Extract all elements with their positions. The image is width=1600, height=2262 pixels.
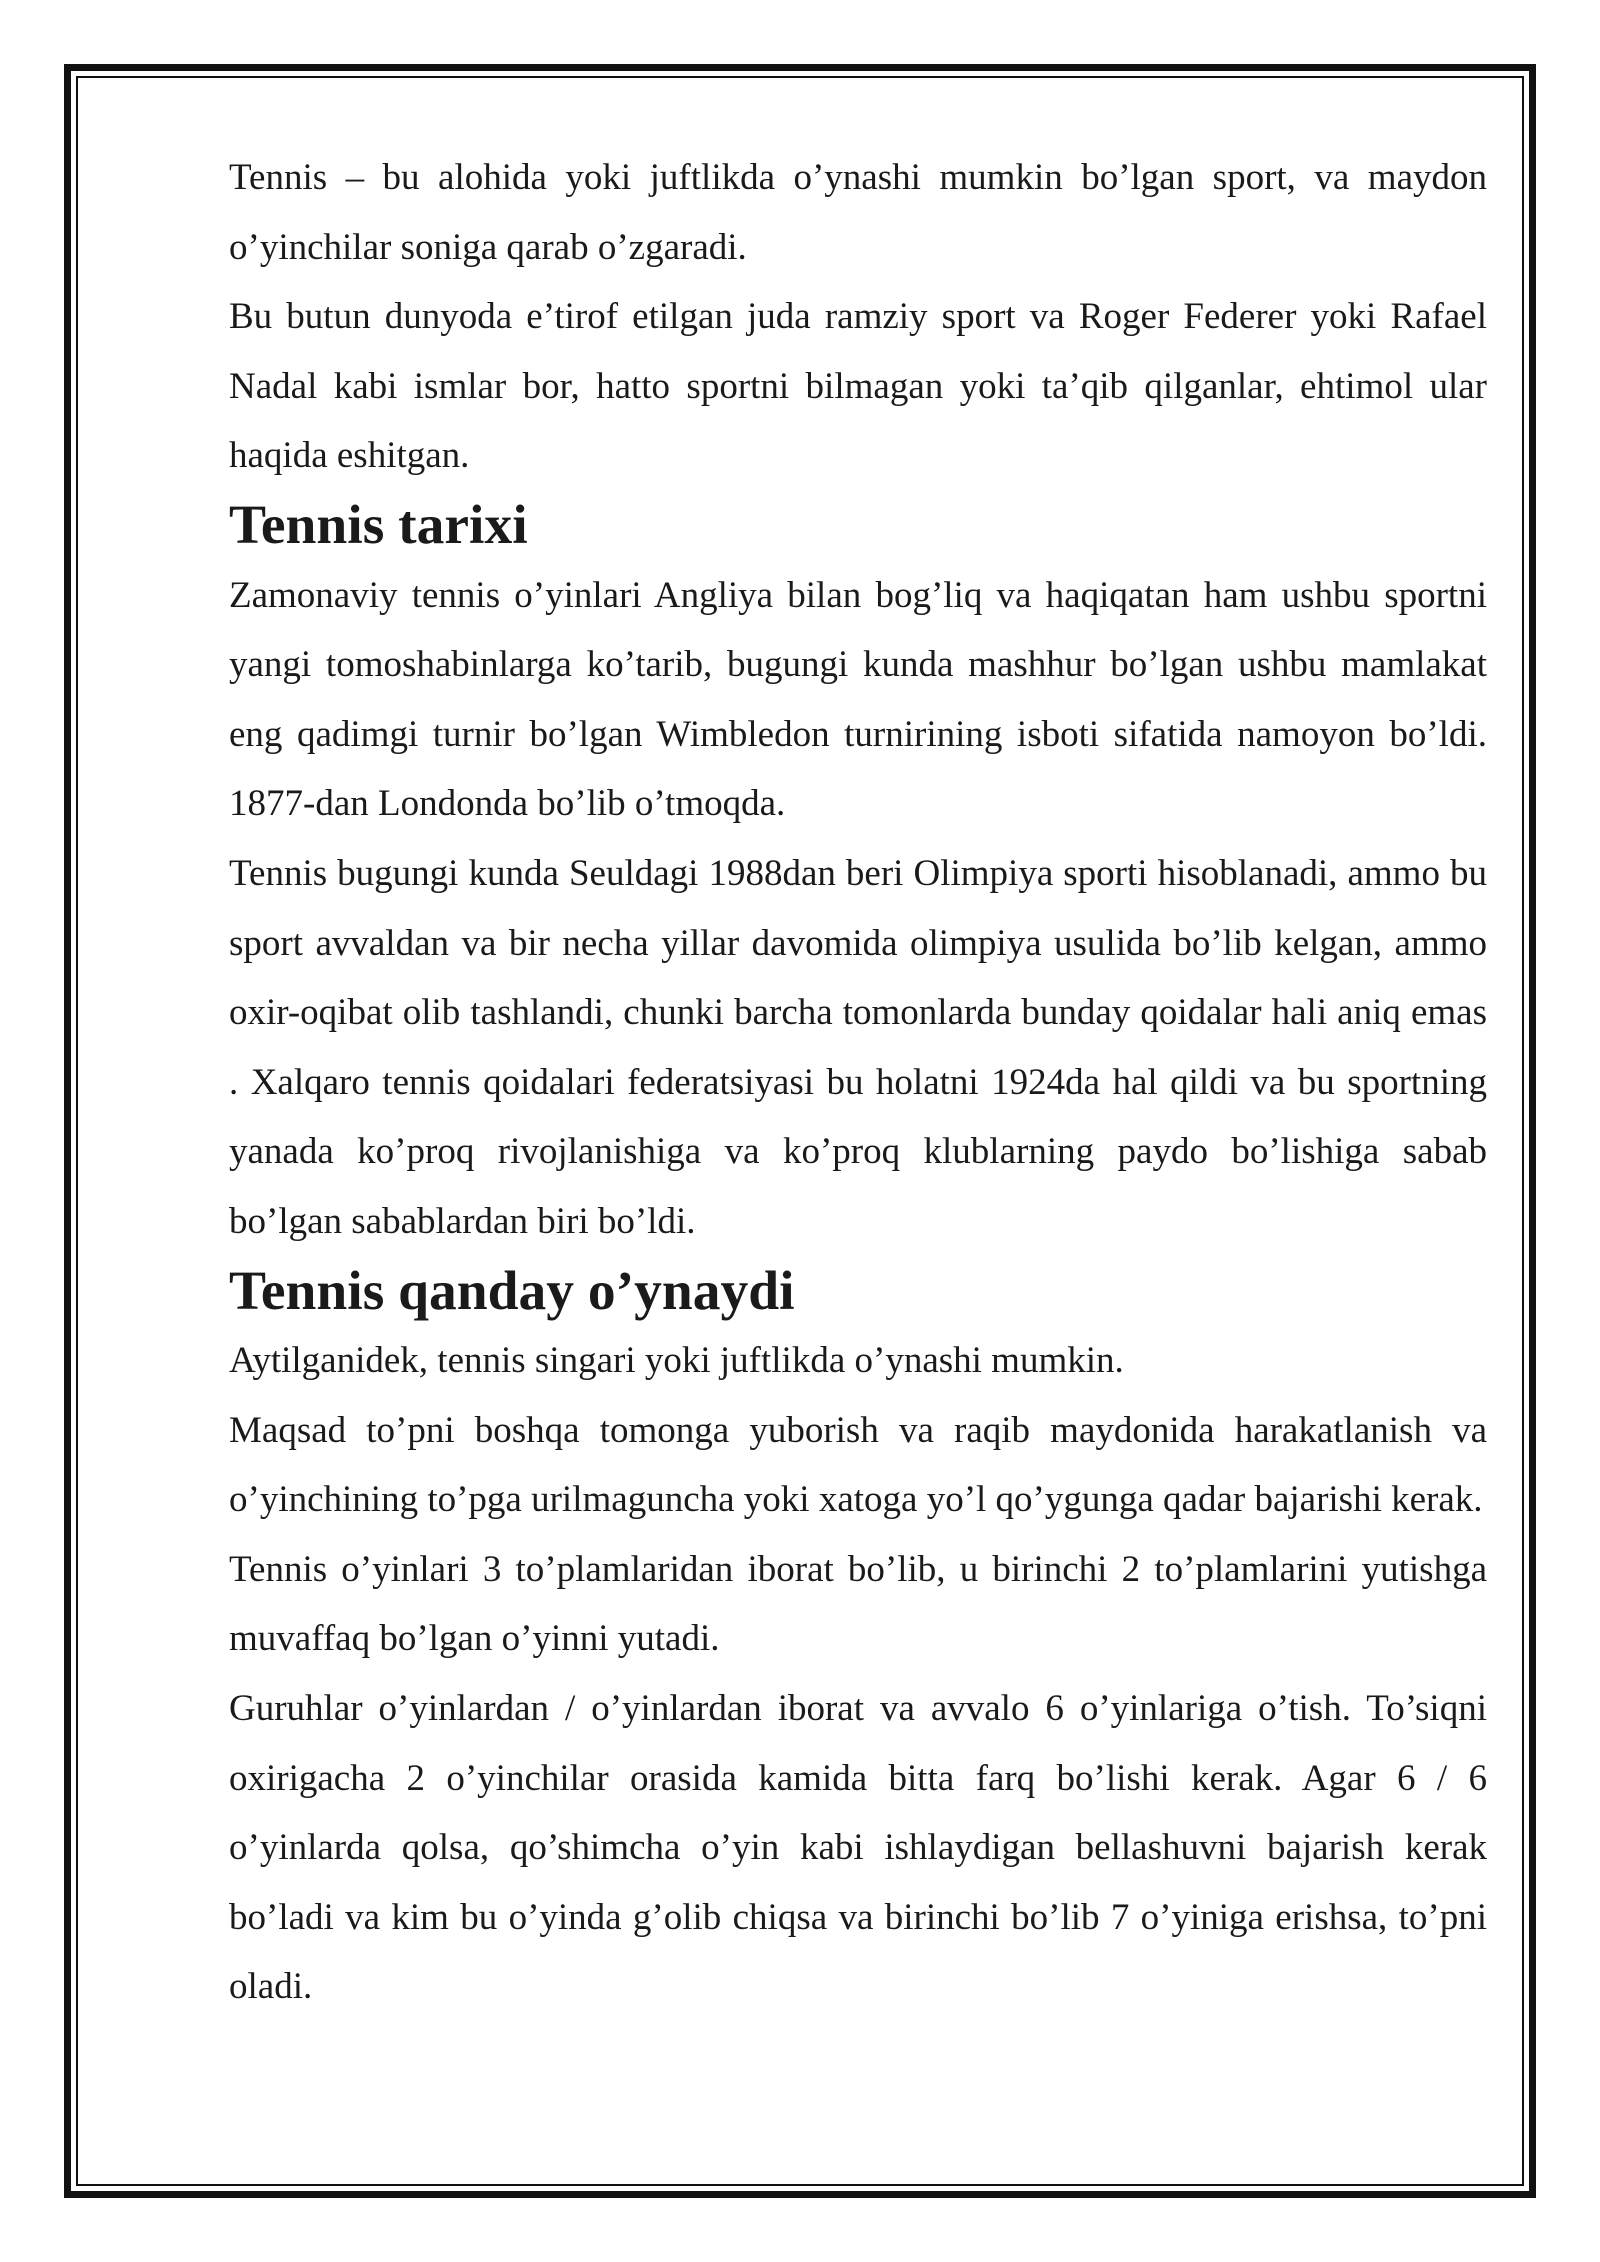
document-body xyxy=(229,143,1487,2022)
paragraph-intro: Tennis – bu alohida yoki juftlikda o’ynashi mumkin bo’lgan sport, va maydon o’yinchilar soniga qarab o’zgaradi. xyxy=(229,157,1487,268)
paragraph-famous-players: Bu butun dunyoda e’tirof etilgan juda ramziy sport va Roger Federer yoki Rafael Nadal kabi ismlar bor, hatto sportni bilmagan yoki ta’qib qilganlar, ehtimol ular haqida eshitgan. xyxy=(229,296,1487,477)
paragraph-history-england: Zamonaviy tennis o’yinlari Angliya bilan bog’liq va haqiqatan ham ushbu sportni yangi tomoshabinlarga ko’tarib, bugungi kunda mashhur bo’lgan ushbu mamlakat eng qadimgi turnir bo’lgan Wimbledon turnirining isboti sifatida namoyon bo’ldi. 1877-dan Londonda bo’lib o’tmoqda. xyxy=(229,574,1487,825)
paragraph-history-olympics: Tennis bugungi kunda Seuldagi 1988dan beri Olimpiya sporti hisoblanadi, ammo bu sport avvaldan va bir necha yillar davomida olimpiya usulida bo’lib kelgan, ammo oxir-oqibat olib tashlandi, chunki barcha tomonlarda bunday qoidalar hali aniq emas . Xalqaro tennis qoidalari federatsiyasi bu holatni 1924da hal qildi va bu sportning yanada ko’proq rivojlanishiga va ko’proq klublarning paydo bo’lishiga sabab bo’lgan sabablardan biri bo’ldi. xyxy=(229,852,1487,1242)
paragraph-games-tiebreak: Guruhlar o’yinlardan / o’yinlardan iborat va avvalo 6 o’yinlariga o’tish. To’siqni oxirigacha 2 o’yinchilar orasida kamida bitta farq bo’lishi kerak. Agar 6 / 6 o’yinlarda qolsa, qo’shimcha o’yin kabi ishlaydigan bellashuvni bajarish kerak bo’ladi va kim bu o’yinda g’olib chiqsa va birinchi bo’lib 7 o’yiniga erishsa, to’pni oladi. xyxy=(229,1688,1487,2008)
heading-how-to-play: Tennis qanday o’ynaydi xyxy=(229,1260,795,1322)
paragraph-singles-doubles: Aytilganidek, tennis singari yoki juftlikda o’ynashi mumkin. xyxy=(229,1340,1124,1382)
heading-history: Tennis tarixi xyxy=(229,494,528,556)
paragraph-sets: Tennis o’yinlari 3 to’plamlaridan iborat bo’lib, u birinchi 2 to’plamlarini yutishga muvaffaq bo’lgan o’yinni yutadi. xyxy=(229,1548,1487,1660)
paragraph-objective: Maqsad to’pni boshqa tomonga yuborish va raqib maydonida harakatlanish va o’yinchining to’pga urilmaguncha yoki xatoga yo’l qo’ygunga qadar bajarishi kerak. xyxy=(229,1409,1487,1521)
